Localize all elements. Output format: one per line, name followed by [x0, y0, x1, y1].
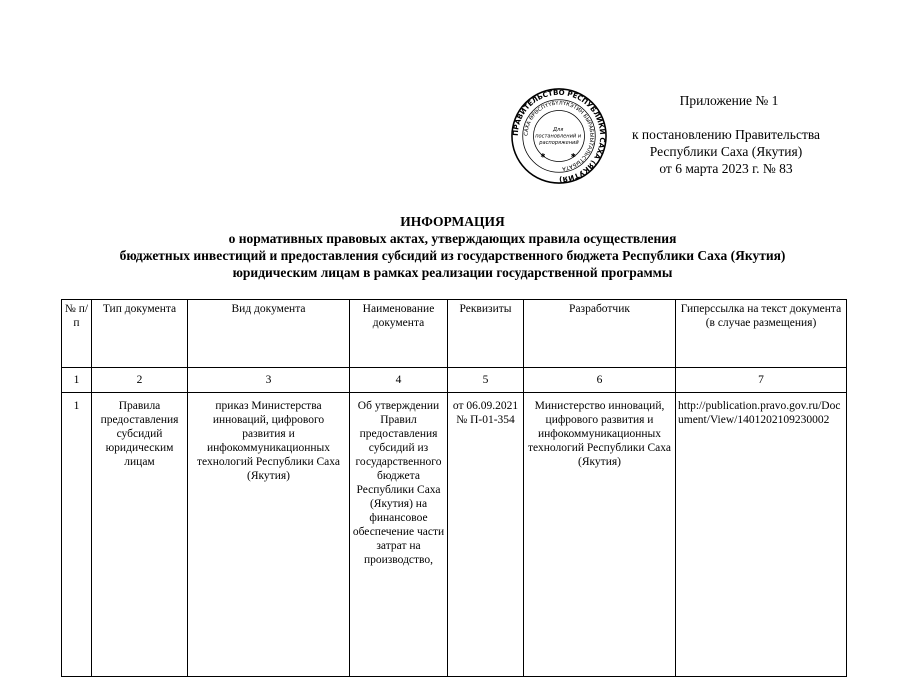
seal-outer-text: ПРАВИТЕЛЬСТВО РЕСПУБЛИКИ САХА (ЯКУТИЯ)	[510, 87, 608, 185]
cell-doc-name: Об утверждении Правил предоставления субсидий из государственного бюджета Республики Саха (Якутия) на финансовое обеспечение части затрат на производство,	[350, 393, 448, 677]
column-number: 3	[188, 368, 350, 393]
heading-line: юридическим лицам в рамках реализации государственной программы	[232, 265, 673, 280]
column-header-developer: Разработчик	[524, 300, 676, 368]
seal-star-icon: ✱	[540, 153, 546, 160]
seal-inner-text: САХА ӨРӨСПҮҮБҮЛҮКЭТИН БЫРАБЫЫТАЛЬСТЫБАТА	[523, 100, 595, 172]
document-heading	[60, 213, 845, 281]
cell-requisites: от 06.09.2021 № П-01-354	[448, 393, 524, 677]
column-header-hyperlink: Гиперссылка на текст документа (в случае размещения)	[676, 300, 847, 368]
column-number: 2	[92, 368, 188, 393]
column-number: 5	[448, 368, 524, 393]
svg-text:Для постановлений и	[535, 127, 583, 146]
heading-line: бюджетных инвестиций и предоставления субсидий из государственного бюджета Республики Саха (Якутия)	[119, 248, 786, 263]
government-seal	[510, 87, 608, 185]
column-number: 7	[676, 368, 847, 393]
column-header-number: № п/п	[62, 300, 92, 368]
heading-line: о нормативных правовых актах, утверждающих правила осуществления	[228, 231, 677, 246]
appendix-line: от 6 марта 2023 г. № 83	[659, 161, 793, 176]
column-header-requisites: Реквизиты	[448, 300, 524, 368]
document-title: ИНФОРМАЦИЯ	[400, 214, 505, 229]
table-row	[62, 393, 847, 677]
cell-number: 1	[62, 393, 92, 677]
appendix-line: к постановлению Правительства	[631, 127, 821, 142]
column-numbers-row	[62, 368, 847, 393]
appendix-line: Республики Саха (Якутия)	[649, 144, 803, 159]
column-header-doc-name: Наименование документа	[350, 300, 448, 368]
table-header-row	[62, 300, 847, 368]
column-number: 1	[62, 368, 92, 393]
column-number: 6	[524, 368, 676, 393]
column-header-doc-kind: Вид документа	[188, 300, 350, 368]
seal-center-line: Для	[553, 127, 564, 134]
appendix-block	[600, 92, 852, 177]
cell-doc-kind: приказ Министерства инноваций, цифрового развития и инфокоммуникационных технологий Республики Саха (Якутия)	[188, 393, 350, 677]
seal-center-line: распоряжений	[539, 139, 579, 146]
seal-star-icon: ✱	[570, 153, 576, 160]
appendix-number: Приложение № 1	[679, 93, 779, 108]
seal-center-line: постановлений и	[535, 133, 582, 140]
cell-developer: Министерство инноваций, цифрового развития и инфокоммуникационных технологий Республики Саха (Якутия)	[524, 393, 676, 677]
cell-doc-type: Правила предоставления субсидий юридическим лицам	[92, 393, 188, 677]
legal-acts-table	[61, 299, 847, 677]
document-hyperlink[interactable]: http://publication.pravo.gov.ru/Document/View/1401202109230002	[676, 393, 847, 677]
column-number: 4	[350, 368, 448, 393]
column-header-doc-type: Тип документа	[92, 300, 188, 368]
